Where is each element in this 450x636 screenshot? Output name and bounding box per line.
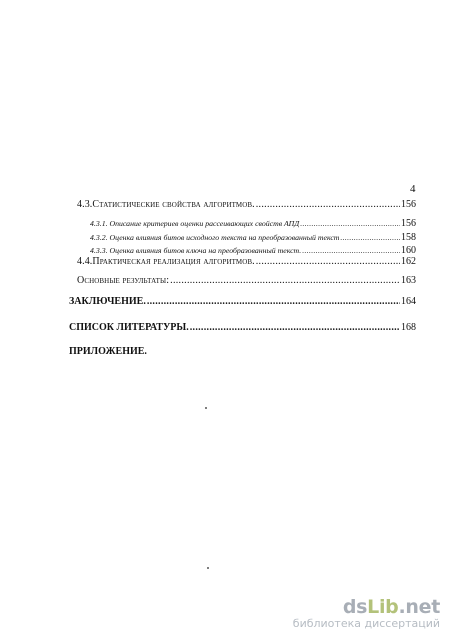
toc-entry-appendix (69, 346, 147, 357)
toc-entry-4-3 (77, 199, 416, 210)
dot-leader (300, 219, 400, 228)
page-number: 4 (410, 183, 416, 195)
toc-entry-label: ПРИЛОЖЕНИЕ. (69, 346, 147, 357)
toc-entry-label: 4.3.2. Оценка влияния битов исходного текста на преобразованный текст (90, 233, 340, 242)
dot-leader (340, 233, 400, 242)
toc-entry-4-3-2 (90, 232, 416, 243)
site-watermark (293, 597, 440, 630)
dot-leader (256, 256, 400, 267)
toc-entry-label: 4.4.Практическая реализация алгоритмов. (77, 256, 255, 267)
toc-entry-page: 163 (401, 275, 416, 286)
toc-entry-label: 4.3.3. Оценка влияния битов ключа на преобразованный текст. (90, 246, 302, 255)
toc-entry-page: 158 (401, 232, 416, 243)
dot-leader (170, 275, 400, 286)
dot-leader (147, 296, 400, 307)
toc-entry-label: ЗАКЛЮЧЕНИЕ. (69, 296, 146, 307)
toc-entry-page: 160 (401, 245, 416, 256)
toc-entry-4-4 (77, 256, 416, 267)
scan-speck (207, 567, 209, 569)
dot-leader (256, 199, 400, 210)
toc-entry-page: 156 (401, 218, 416, 229)
watermark-logo: dsLib.net (342, 596, 440, 618)
toc-entry-page: 168 (401, 322, 416, 333)
dot-leader (190, 322, 400, 333)
scan-speck (205, 407, 207, 409)
toc-entry-label: 4.3.1. Описание критериев оценки рассеивающих свойств АПД (90, 219, 300, 228)
dot-leader (302, 246, 400, 255)
toc-entry-results (77, 275, 416, 286)
toc-entry-label: СПИСОК ЛИТЕРАТУРЫ. (69, 322, 189, 333)
toc-entry-references (69, 322, 416, 333)
toc-entry-conclusion (69, 296, 416, 307)
watermark-subtitle: библиотека диссертаций (292, 617, 440, 630)
toc-entry-page: 164 (401, 296, 416, 307)
toc-entry-page: 162 (401, 256, 416, 267)
toc-entry-label: 4.3.Статистические свойства алгоритмов. (77, 199, 255, 210)
toc-entry-label: Основные результаты: (77, 275, 170, 286)
toc-entry-4-3-3 (90, 245, 416, 256)
toc-entry-page: 156 (401, 199, 416, 210)
toc-entry-4-3-1 (90, 218, 416, 229)
